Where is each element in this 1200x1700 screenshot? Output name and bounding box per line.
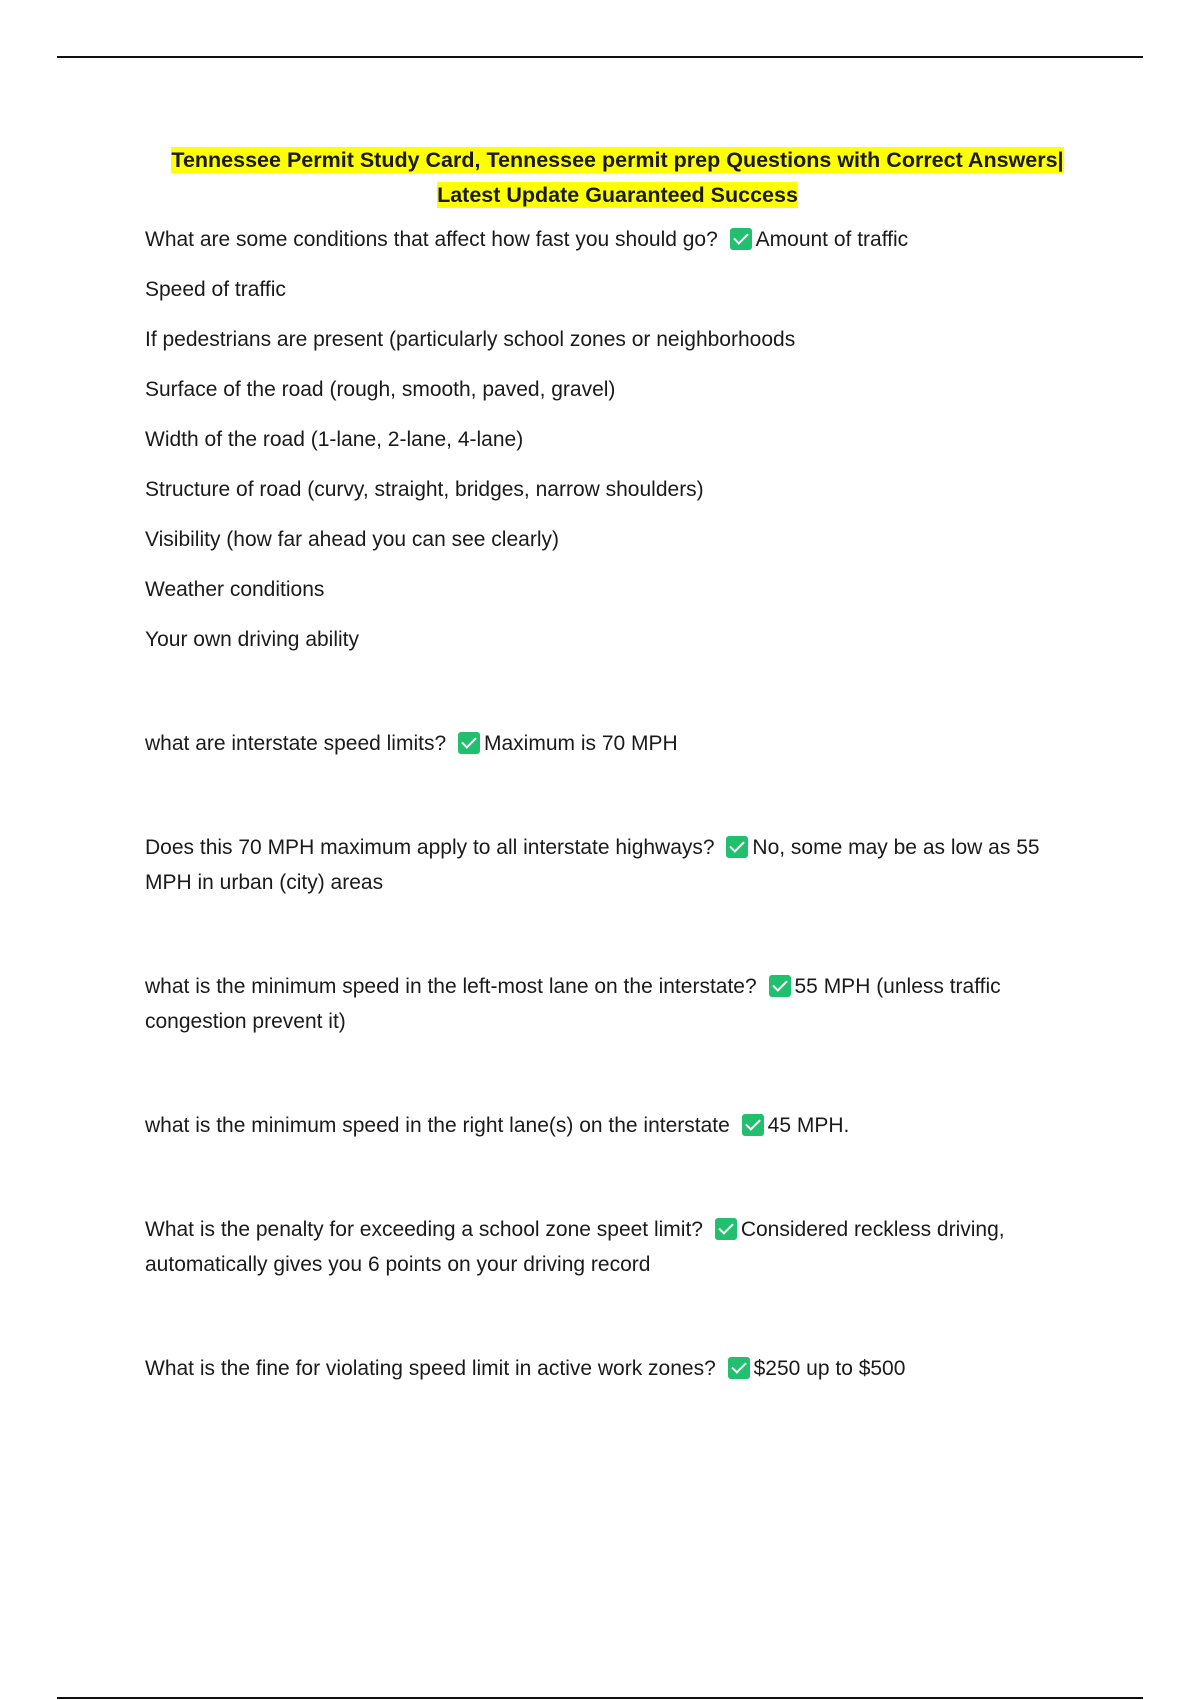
answer-text: Maximum is 70 MPH — [484, 732, 678, 755]
answer-line: Your own driving ability — [145, 628, 360, 651]
qa-item — [145, 1351, 1090, 1386]
check-icon — [730, 228, 752, 250]
answer-text: $250 up to $500 — [753, 1357, 906, 1380]
question-text: What is the fine for violating speed limit in active work zones? — [145, 1357, 716, 1380]
qa-item — [145, 1212, 1090, 1282]
answer-text: Amount of traffic — [755, 228, 909, 251]
question-text: what is the minimum speed in the left-most lane on the interstate? — [145, 975, 757, 998]
check-icon — [742, 1114, 764, 1136]
qa-item — [145, 222, 1090, 257]
answer-line: Speed of traffic — [145, 278, 286, 301]
document-body — [145, 143, 1090, 1386]
qa-item — [145, 1108, 1090, 1143]
answer-text: 45 MPH. — [767, 1114, 850, 1137]
answer-line: Visibility (how far ahead you can see clearly) — [145, 528, 559, 551]
check-icon — [715, 1218, 737, 1240]
qa-item — [145, 830, 1090, 900]
answer-text: Considered reckless driving, automatically gives you 6 points on your driving record — [145, 1218, 1005, 1276]
check-icon — [769, 975, 791, 997]
check-icon — [728, 1357, 750, 1379]
check-icon — [458, 732, 480, 754]
qa-item — [145, 726, 1090, 761]
check-icon — [726, 836, 748, 858]
question-text: What is the penalty for exceeding a school zone speet limit? — [145, 1218, 703, 1241]
document-title — [145, 143, 1090, 213]
question-text: What are some conditions that affect how fast you should go? — [145, 228, 718, 251]
title-text: Tennessee Permit Study Card, Tennessee permit prep Questions with Correct Answers| Latest Update Guaranteed Success — [171, 148, 1064, 207]
answer-line: Weather conditions — [145, 578, 325, 601]
question-text: Does this 70 MPH maximum apply to all interstate highways? — [145, 836, 715, 859]
bottom-rule — [57, 1697, 1143, 1699]
answer-text: No, some may be as low as 55 MPH in urban (city) areas — [145, 836, 1040, 894]
answer-text: 55 MPH (unless traffic congestion prevent it) — [145, 975, 1001, 1033]
answer-line: Width of the road (1-lane, 2-lane, 4-lane) — [145, 428, 524, 451]
answer-line: Surface of the road (rough, smooth, paved, gravel) — [145, 378, 616, 401]
question-text: what are interstate speed limits? — [145, 732, 447, 755]
qa-item — [145, 969, 1090, 1039]
question-text: what is the minimum speed in the right lane(s) on the interstate — [145, 1114, 730, 1137]
answer-line: If pedestrians are present (particularly school zones or neighborhoods — [145, 328, 796, 351]
answer-line: Structure of road (curvy, straight, bridges, narrow shoulders) — [145, 478, 704, 501]
top-rule — [57, 56, 1143, 58]
